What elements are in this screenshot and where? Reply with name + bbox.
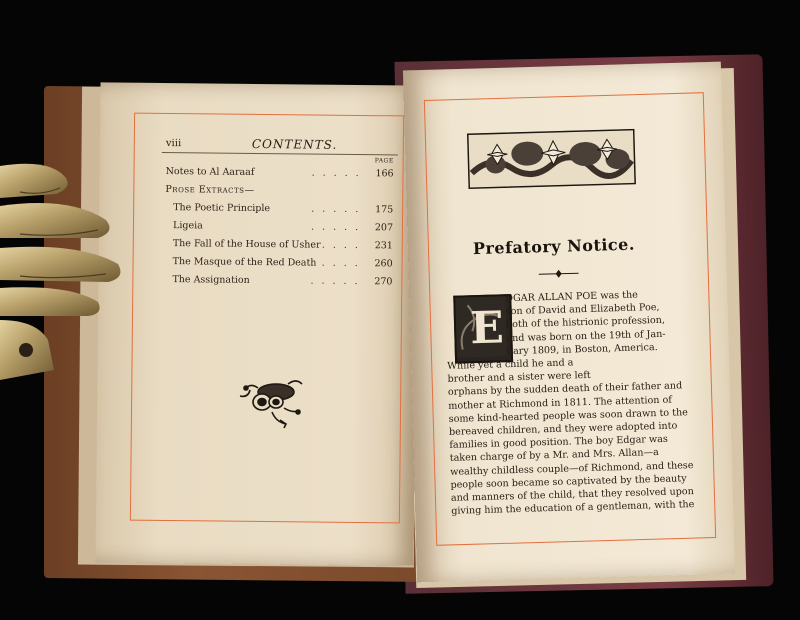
notice-body-line: and manners of the child, that they resolved upon bbox=[450, 486, 694, 504]
contents-entry-page: 260 bbox=[374, 258, 393, 270]
contents-entry-title: The Masque of the Red Death bbox=[172, 256, 317, 269]
notice-body-line: uary 1809, in Boston, America. bbox=[506, 341, 658, 358]
brass-hand-holder-icon bbox=[0, 160, 130, 390]
leader-dots: ..... bbox=[310, 221, 367, 234]
flourish-ornament-icon bbox=[232, 372, 312, 432]
contents-entry-title: Ligeia bbox=[173, 220, 203, 232]
notice-body-line: families in good position. The boy Edgar was bbox=[449, 434, 668, 452]
notice-body-line: people soon became so captivated by the beauty bbox=[450, 473, 687, 491]
notice-title: Prefatory Notice. bbox=[472, 234, 636, 259]
leader-dots: ..... bbox=[310, 239, 367, 252]
prefatory-page bbox=[440, 101, 712, 528]
leader-dots: ..... bbox=[311, 203, 367, 216]
contents-entry-page: 270 bbox=[374, 276, 393, 288]
leader-dots: ..... bbox=[311, 167, 367, 180]
notice-body-line: brother and a sister were left bbox=[447, 370, 591, 386]
notice-body-line: and was born on the 19th of Jan- bbox=[506, 328, 666, 344]
notice-body-line: giving him the education of a gentleman, with the bbox=[451, 499, 695, 518]
running-title: CONTENTS. bbox=[251, 136, 338, 152]
notice-body-line: son of David and Elizabeth Poe, bbox=[505, 302, 660, 318]
page-number: viii bbox=[165, 138, 182, 150]
contents-entry-title: The Assignation bbox=[172, 274, 250, 286]
contents-entry-title: Prose Extracts— bbox=[165, 184, 255, 196]
notice-body-line: While yet a child he and a bbox=[447, 357, 574, 372]
contents-entry-title: The Fall of the House of Usher bbox=[172, 238, 321, 251]
contents-entry-title: The Poetic Principle bbox=[173, 202, 271, 215]
contents-list bbox=[160, 163, 397, 291]
divider-ornament-icon bbox=[539, 268, 579, 279]
leader-dots: ..... bbox=[310, 257, 366, 270]
contents-page bbox=[160, 136, 398, 291]
page-column-label: PAGE bbox=[374, 157, 394, 165]
notice-body bbox=[445, 287, 695, 518]
floral-banner-icon bbox=[467, 129, 636, 190]
leader-dots: ..... bbox=[310, 275, 366, 288]
contents-entry-title: Notes to Al Aaraaf bbox=[165, 166, 255, 178]
contents-entry-page: 175 bbox=[375, 204, 394, 216]
notice-body-line: mother at Richmond in 1811. The attention of bbox=[448, 394, 672, 412]
contents-entry-page: 166 bbox=[375, 168, 394, 180]
notice-body-line: some kind-hearted people was soon drawn to the bbox=[448, 407, 689, 425]
drop-cap-letter: E bbox=[469, 302, 505, 355]
notice-body-line: orphans by the sudden death of their father and bbox=[447, 380, 683, 399]
contents-entry-page: 231 bbox=[374, 240, 393, 252]
notice-body-line: both of the histrionic profession, bbox=[505, 315, 666, 331]
notice-body-line: wealthy childless couple—of Richmond, and these bbox=[450, 459, 694, 478]
contents-entry-page: 207 bbox=[374, 222, 394, 234]
notice-body-line: taken charge of by a Mr. and Mrs. Allan—a bbox=[449, 447, 659, 465]
notice-body-line: bereaved children, and they were adopted into bbox=[448, 420, 678, 438]
contents-entry bbox=[160, 271, 396, 291]
notice-body-line: DGAR ALLAN POE was the bbox=[505, 289, 639, 305]
